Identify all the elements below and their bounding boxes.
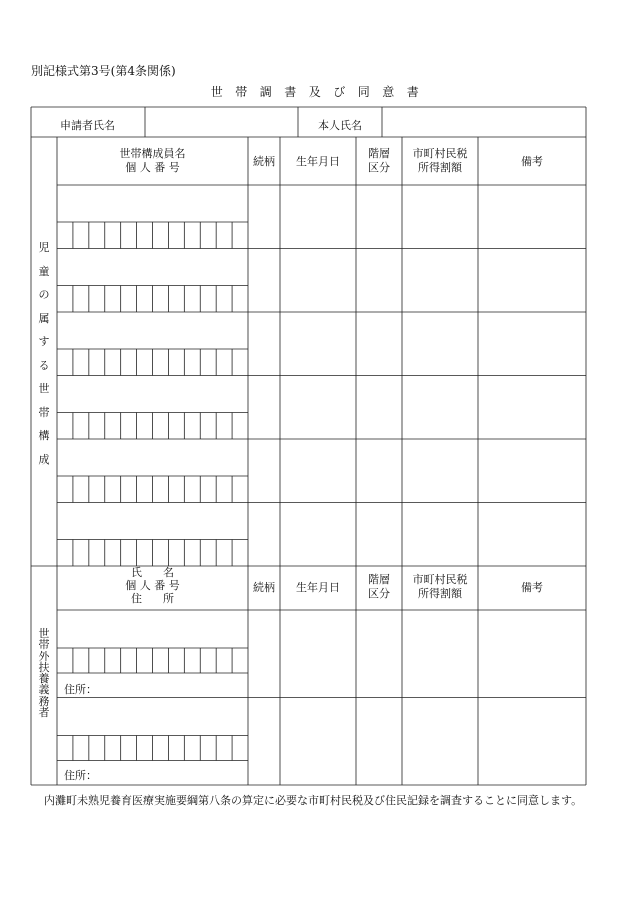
support-side-char: 義 [38, 683, 50, 697]
support-birthdate-header: 生年月日 [296, 581, 340, 594]
household-side-char: 帯 [38, 405, 50, 419]
support-side-char: 帯 [38, 638, 50, 652]
support-side-label [31, 628, 57, 718]
remarks-header: 備考 [521, 155, 543, 168]
birthdate-header: 生年月日 [296, 155, 340, 168]
household-side-char: 属 [38, 311, 50, 325]
address-label: 住所： [64, 769, 97, 782]
applicant-name-field[interactable] [145, 107, 298, 137]
tier-header: 階層 区分 [368, 147, 390, 174]
page-title: 世帯調書及び同意書 [210, 85, 432, 99]
person-name-field[interactable] [382, 107, 586, 137]
support-side-char: 世 [38, 627, 50, 640]
support-side-char: 養 [38, 672, 50, 686]
tax-header: 市町村民税 所得割額 [412, 147, 468, 174]
household-side-char: す [38, 335, 50, 348]
support-name-header: 氏 名 個 人 番 号 住 所 [125, 566, 180, 605]
household-side-char: の [38, 288, 50, 301]
support-tax-header: 市町村民税 所得割額 [412, 573, 468, 600]
support-side-char: 扶 [38, 660, 50, 674]
household-side-char: る [38, 358, 50, 372]
relation-header: 続柄 [253, 155, 275, 168]
support-tier-header: 階層 区分 [368, 573, 390, 600]
household-side-char: 児 [38, 241, 50, 254]
household-side-char: 童 [38, 264, 50, 278]
member-name-header: 世帯構成員名 個 人 番 号 [119, 147, 186, 174]
person-name-label: 本人氏名 [318, 119, 362, 132]
consent-statement: 内灘町未熟児養育医療実施要綱第八条の算定に必要な市町村民税及び住民記録を調査することに同意します。 [44, 794, 583, 807]
support-side-char: 者 [38, 706, 50, 720]
form-reference: 別記様式第3号(第4条関係) [31, 64, 176, 78]
support-side-char: 務 [38, 694, 50, 708]
support-remarks-header: 備考 [521, 581, 543, 594]
household-side-char: 成 [38, 452, 50, 466]
support-relation-header: 続柄 [253, 581, 275, 594]
household-side-char: 世 [38, 382, 50, 395]
address-label: 住所： [64, 683, 97, 696]
support-side-char: 外 [38, 649, 50, 663]
household-side-char: 構 [38, 429, 50, 442]
applicant-name-label: 申請者氏名 [60, 119, 115, 132]
household-side-label [31, 236, 57, 471]
